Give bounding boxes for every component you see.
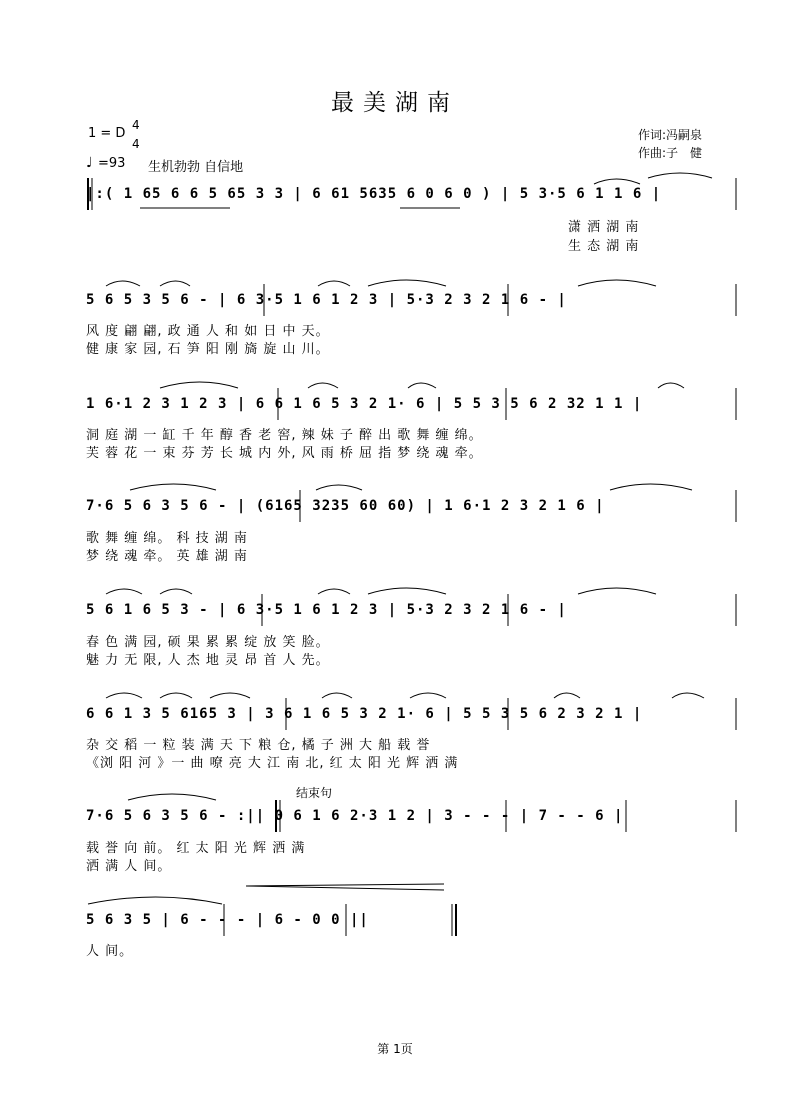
notation-row-5: 5 6 1 6 5 3 - | 6 3·5 1 6 1 2 3 | 5·3 2 3 2 1 6 - |: [86, 602, 567, 618]
ending-label: 结束句: [296, 786, 333, 800]
page-number: 第 1页: [377, 1042, 413, 1056]
lyric-row-5-verse-1: 春 色 满 园, 硕 果 累 累 绽 放 笑 脸。: [86, 635, 330, 650]
expression-marking: 生机勃勃 自信地: [148, 160, 244, 175]
key-signature: 1 = D: [88, 126, 126, 141]
notation-row-1: |:( 1 65 6 6 5 65 3 3 | 6 61 5635 6 0 6 0 ) | 5 3·5 6 1 1 6 |: [86, 186, 662, 202]
notation-row-4: 7·6 5 6 3 5 6 - | (6165 3235 60 60) | 1 6·1 2 3 2 1 6 |: [86, 498, 605, 514]
lyric-row-5-verse-2: 魅 力 无 限, 人 杰 地 灵 昂 首 人 先。: [86, 653, 330, 668]
notation-row-6: 6 6 1 3 5 6165 3 | 3 6 1 6 5 3 2 1· 6 | 5 5 3 5 6 2 3 2 1 |: [86, 706, 643, 722]
lyric-row-7-verse-2: 洒 满 人 间。: [86, 859, 172, 874]
time-signature-top: 4: [132, 118, 140, 132]
composer-credit: 作曲:子 健: [638, 146, 703, 160]
lyric-row-1-verse-1: 潇 洒 湖 南: [568, 220, 640, 235]
lyric-row-4-verse-2: 梦 绕 魂 牵。 英 雄 湖 南: [86, 549, 248, 564]
lyricist-credit: 作词:冯嗣泉: [638, 128, 703, 142]
notation-row-7: 7·6 5 6 3 5 6 - :|| 0 6 1 6 2·3 1 2 | 3 - - - | 7 - - 6 |: [86, 808, 624, 824]
quarter-note-icon: ♩: [86, 155, 93, 171]
lyric-row-3-verse-1: 洞 庭 湖 一 缸 千 年 醇 香 老 窖, 辣 妹 子 醉 出 歌 舞 缠 绵。: [86, 428, 483, 443]
notation-row-3: 1 6·1 2 3 1 2 3 | 6 6 1 6 5 3 2 1· 6 | 5 5 3 5 6 2 32 1 1 |: [86, 396, 643, 412]
notation-row-8: 5 6 3 5 | 6 - - - | 6 - 0 0 ||: [86, 912, 369, 928]
lyric-row-4-verse-1: 歌 舞 缠 绵。 科 技 湖 南: [86, 531, 248, 546]
lyric-row-2-verse-1: 风 度 翩 翩, 政 通 人 和 如 日 中 天。: [86, 324, 330, 339]
tempo-marking: =93: [98, 156, 126, 171]
song-title: 最美湖南: [331, 90, 459, 116]
lyric-row-2-verse-2: 健 康 家 园, 石 笋 阳 刚 旖 旋 山 川。: [86, 342, 330, 357]
lyric-row-1-verse-2: 生 态 湖 南: [568, 239, 640, 254]
lyric-row-8-verse-1: 人 间。: [86, 944, 134, 959]
lyric-row-6-verse-1: 杂 交 稻 一 粒 装 满 天 下 粮 仓, 橘 子 洲 大 船 载 誉: [86, 738, 431, 753]
lyric-row-7-verse-1: 载 誉 向 前。 红 太 阳 光 辉 洒 满: [86, 841, 306, 856]
notation-row-2: 5 6 5 3 5 6 - | 6 3·5 1 6 1 2 3 | 5·3 2 3 2 1 6 - |: [86, 292, 567, 308]
time-signature-bottom: 4: [132, 137, 140, 151]
lyric-row-3-verse-2: 芙 蓉 花 一 束 芬 芳 长 城 内 外, 风 雨 桥 屈 指 梦 绕 魂 牵。: [86, 446, 483, 461]
lyric-row-6-verse-2: 《浏 阳 河 》一 曲 嘹 亮 大 江 南 北, 红 太 阳 光 辉 洒 满: [86, 756, 459, 771]
